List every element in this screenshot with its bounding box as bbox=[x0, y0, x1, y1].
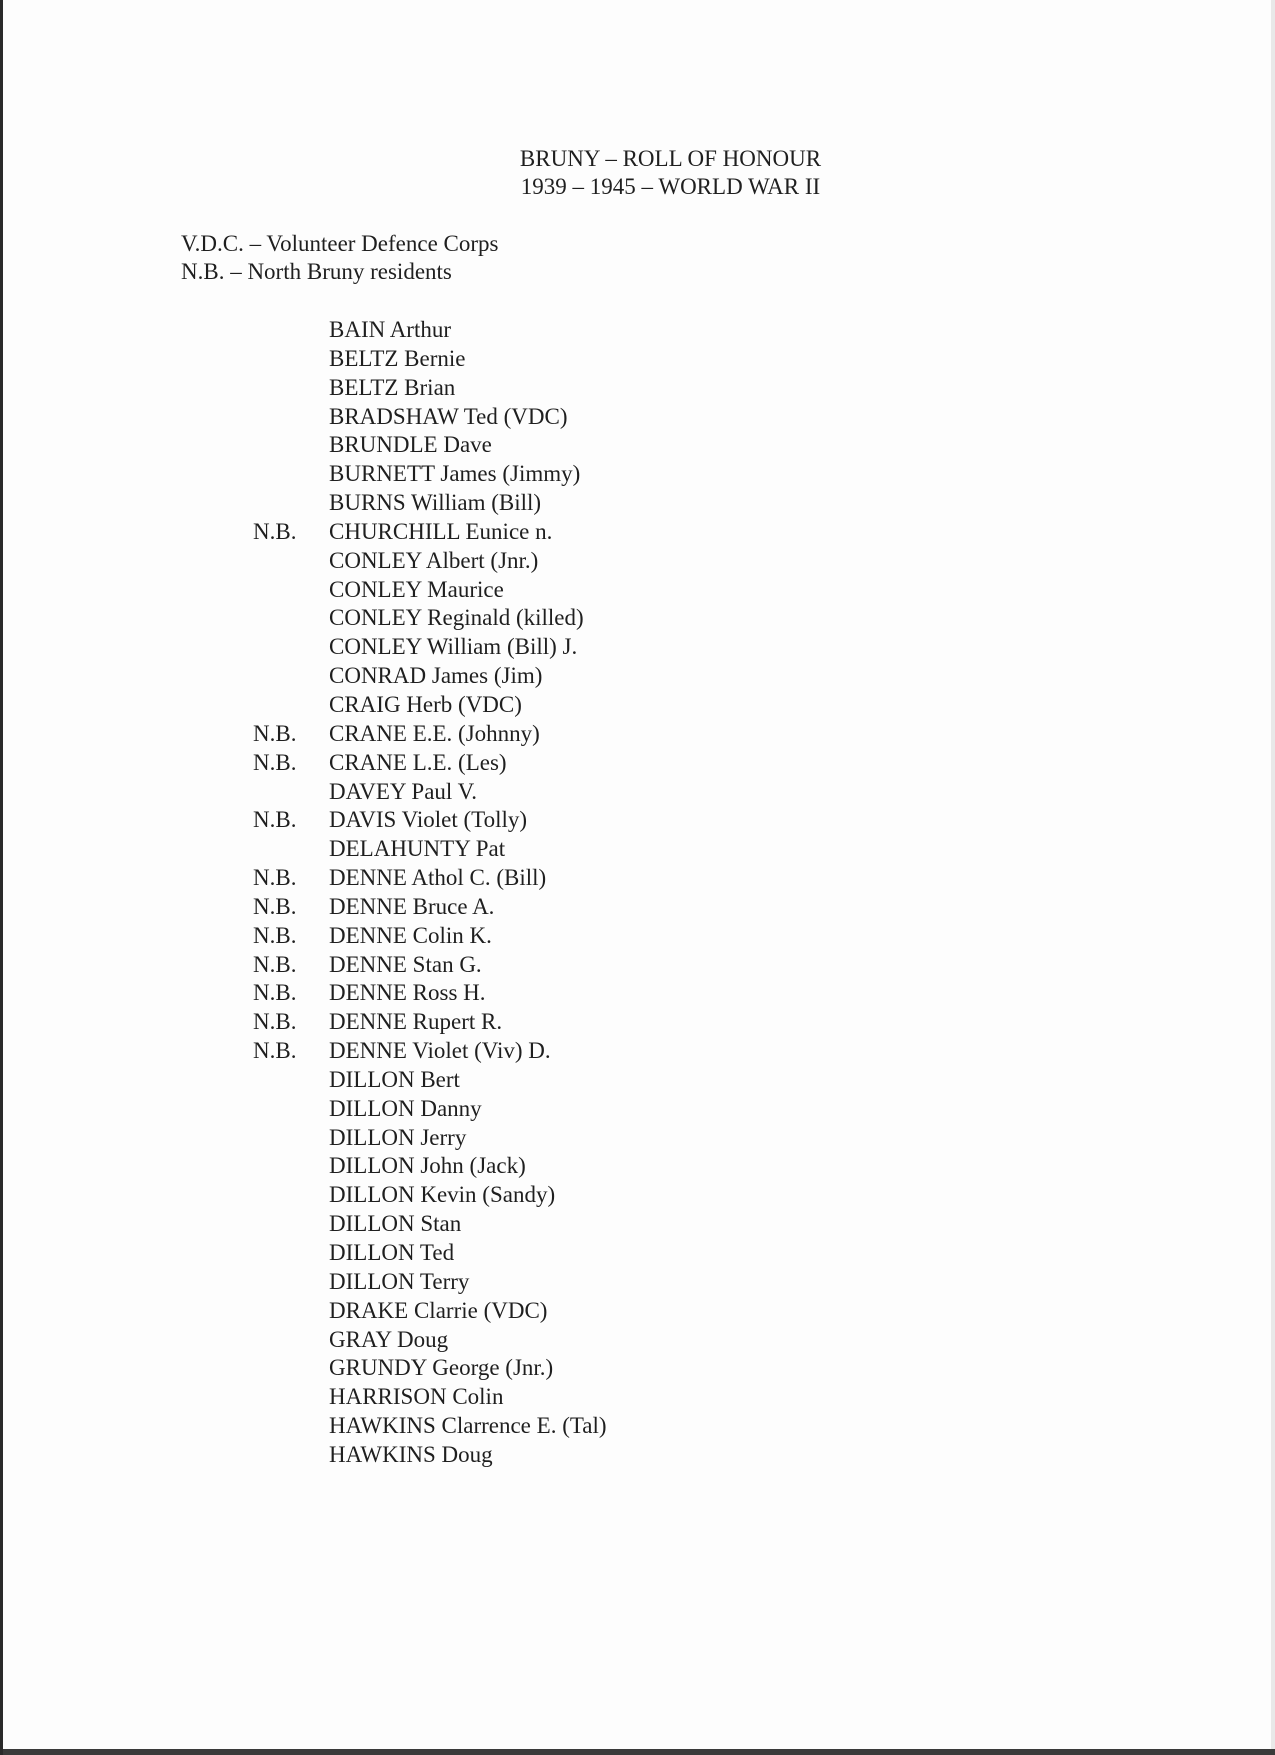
list-item bbox=[3, 403, 1275, 432]
honour-name: CONLEY Albert (Jnr.) bbox=[329, 547, 539, 573]
list-item bbox=[3, 1239, 1275, 1268]
list-item bbox=[3, 835, 1275, 864]
north-bruny-marker: N.B. bbox=[253, 720, 297, 746]
honour-name: BURNETT James (Jimmy) bbox=[329, 461, 581, 487]
list-item bbox=[3, 576, 1275, 605]
list-item bbox=[3, 1268, 1275, 1297]
honour-name: DENNE Bruce A. bbox=[329, 893, 495, 919]
list-item bbox=[3, 1412, 1275, 1441]
honour-name: CHURCHILL Eunice n. bbox=[329, 518, 553, 544]
honour-name: HARRISON Colin bbox=[329, 1384, 504, 1410]
north-bruny-marker: N.B. bbox=[253, 951, 297, 977]
honour-name: DILLON Jerry bbox=[329, 1124, 467, 1150]
list-item bbox=[3, 720, 1275, 749]
honour-name: BAIN Arthur bbox=[329, 317, 452, 342]
north-bruny-marker: N.B. bbox=[253, 749, 297, 775]
page-title: BRUNY – ROLL OF HONOUR bbox=[519, 146, 822, 171]
honour-name: DILLON Terry bbox=[329, 1268, 470, 1294]
list-item bbox=[3, 1441, 1275, 1470]
north-bruny-marker: N.B. bbox=[253, 518, 297, 544]
north-bruny-marker: N.B. bbox=[253, 922, 297, 948]
list-item bbox=[3, 979, 1275, 1008]
honour-name: DRAKE Clarrie (VDC) bbox=[329, 1297, 548, 1323]
honour-name: DAVEY Paul V. bbox=[329, 778, 478, 804]
honour-name: DENNE Stan G. bbox=[329, 951, 482, 977]
list-item bbox=[3, 1124, 1275, 1153]
list-item bbox=[3, 1095, 1275, 1124]
honour-name: DENNE Ross H. bbox=[329, 980, 486, 1006]
honour-name: DENNE Rupert R. bbox=[329, 1009, 503, 1035]
list-item bbox=[3, 460, 1275, 489]
honour-name: HAWKINS Doug bbox=[329, 1441, 493, 1467]
list-item bbox=[3, 778, 1275, 807]
honour-name: GRUNDY George (Jnr.) bbox=[329, 1355, 554, 1381]
list-item bbox=[3, 1008, 1275, 1037]
list-item bbox=[3, 662, 1275, 691]
honour-name: BELTZ Bernie bbox=[329, 345, 466, 371]
list-item bbox=[3, 374, 1275, 403]
honour-name: CRAIG Herb (VDC) bbox=[329, 691, 522, 717]
list-item bbox=[3, 922, 1275, 951]
honour-name: CRANE L.E. (Les) bbox=[329, 749, 507, 775]
list-item bbox=[3, 518, 1275, 547]
honour-name: BURNS William (Bill) bbox=[329, 490, 542, 516]
honour-name: DENNE Colin K. bbox=[329, 922, 492, 948]
north-bruny-marker: N.B. bbox=[253, 893, 297, 919]
list-item bbox=[3, 489, 1275, 518]
list-item bbox=[3, 1354, 1275, 1383]
list-item bbox=[3, 864, 1275, 893]
legend-vdc: V.D.C. – Volunteer Defence Corps bbox=[181, 231, 499, 256]
north-bruny-marker: N.B. bbox=[253, 807, 297, 833]
honour-name: CRANE E.E. (Johnny) bbox=[329, 720, 540, 746]
honour-name: CONLEY Maurice bbox=[329, 576, 504, 602]
list-item bbox=[3, 749, 1275, 778]
list-item bbox=[3, 1326, 1275, 1355]
honour-name: DILLON Bert bbox=[329, 1066, 460, 1092]
honour-name: DILLON Kevin (Sandy) bbox=[329, 1182, 556, 1208]
list-item bbox=[3, 806, 1275, 835]
honour-name: DILLON John (Jack) bbox=[329, 1153, 526, 1179]
honour-name: CONLEY Reginald (killed) bbox=[329, 605, 584, 631]
list-item bbox=[3, 1037, 1275, 1066]
list-item bbox=[3, 1066, 1275, 1095]
list-item bbox=[3, 1210, 1275, 1239]
honour-name: BRUNDLE Dave bbox=[329, 432, 492, 458]
honour-name: CONRAD James (Jim) bbox=[329, 663, 543, 689]
north-bruny-marker: N.B. bbox=[253, 1009, 297, 1035]
list-item bbox=[3, 893, 1275, 922]
north-bruny-marker: N.B. bbox=[253, 1038, 297, 1064]
legend-nb: N.B. – North Bruny residents bbox=[181, 259, 452, 284]
honour-name: BELTZ Brian bbox=[329, 374, 456, 400]
list-item bbox=[3, 1383, 1275, 1412]
list-item bbox=[3, 316, 1275, 345]
honour-name: DILLON Ted bbox=[329, 1240, 455, 1265]
north-bruny-marker: N.B. bbox=[253, 980, 297, 1006]
page-subtitle: 1939 – 1945 – WORLD WAR II bbox=[520, 174, 821, 199]
honour-name: CONLEY William (Bill) J. bbox=[329, 634, 578, 660]
honour-name: BRADSHAW Ted (VDC) bbox=[329, 403, 568, 429]
list-item bbox=[3, 1297, 1275, 1326]
honour-name: HAWKINS Clarrence E. (Tal) bbox=[329, 1413, 607, 1439]
honour-name: GRAY Doug bbox=[329, 1326, 449, 1352]
north-bruny-marker: N.B. bbox=[253, 865, 297, 891]
list-item bbox=[3, 691, 1275, 720]
list-item bbox=[3, 633, 1275, 662]
honour-name: DENNE Athol C. (Bill) bbox=[329, 865, 547, 891]
list-item bbox=[3, 951, 1275, 980]
honour-name: DILLON Stan bbox=[329, 1211, 462, 1237]
honour-name: DILLON Danny bbox=[329, 1095, 482, 1121]
list-item bbox=[3, 1181, 1275, 1210]
list-item bbox=[3, 345, 1275, 374]
honour-name: DELAHUNTY Pat bbox=[329, 836, 506, 862]
list-item bbox=[3, 604, 1275, 633]
page-bottom-edge bbox=[3, 1749, 1275, 1755]
roll-of-honour-list bbox=[3, 316, 1275, 1470]
list-item bbox=[3, 1152, 1275, 1181]
honour-name: DAVIS Violet (Tolly) bbox=[329, 807, 528, 833]
list-item bbox=[3, 431, 1275, 460]
honour-name: DENNE Violet (Viv) D. bbox=[329, 1038, 551, 1064]
list-item bbox=[3, 547, 1275, 576]
